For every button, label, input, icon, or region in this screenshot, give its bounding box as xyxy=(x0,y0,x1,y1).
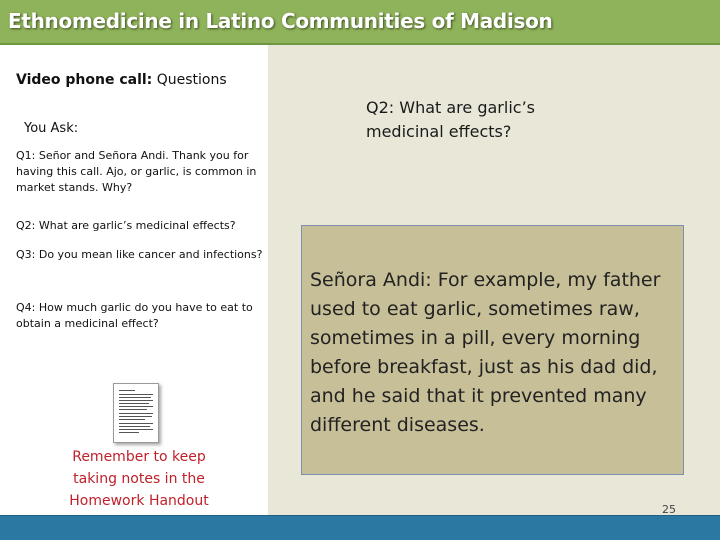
document-icon[interactable] xyxy=(113,383,159,443)
answer-text: Señora Andi: For example, my father used to eat garlic, sometimes raw, sometimes in a pill, every morning before breakfast, just as his dad did, and he said that it prevented many different diseases. xyxy=(310,269,661,436)
question-q1: Q1: Señor and Señora Andi. Thank you for having this call. Ajo, or garlic, is common in market stands. Why? xyxy=(16,149,257,194)
you-ask-label: You Ask: xyxy=(24,121,79,136)
subtitle-bold: Video phone call: xyxy=(16,72,153,88)
subtitle xyxy=(16,72,227,88)
subtitle-rest: Questions xyxy=(152,72,227,88)
bottom-bar xyxy=(0,515,720,540)
current-question-heading: Q2: What are garlic’s medicinal effects? xyxy=(366,98,535,141)
reminder-text: Remember to keep taking notes in the Homework Handout xyxy=(69,449,209,509)
question-q2: Q2: What are garlic’s medicinal effects? xyxy=(16,219,236,232)
page-number: 25 xyxy=(662,503,676,516)
slide-title: Ethnomedicine in Latino Communities of Madison xyxy=(8,9,553,33)
left-panel xyxy=(0,45,268,515)
question-q3: Q3: Do you mean like cancer and infections? xyxy=(16,248,263,261)
answer-box xyxy=(301,225,684,475)
title-bar xyxy=(0,0,720,45)
question-q4: Q4: How much garlic do you have to eat to obtain a medicinal effect? xyxy=(16,301,253,330)
